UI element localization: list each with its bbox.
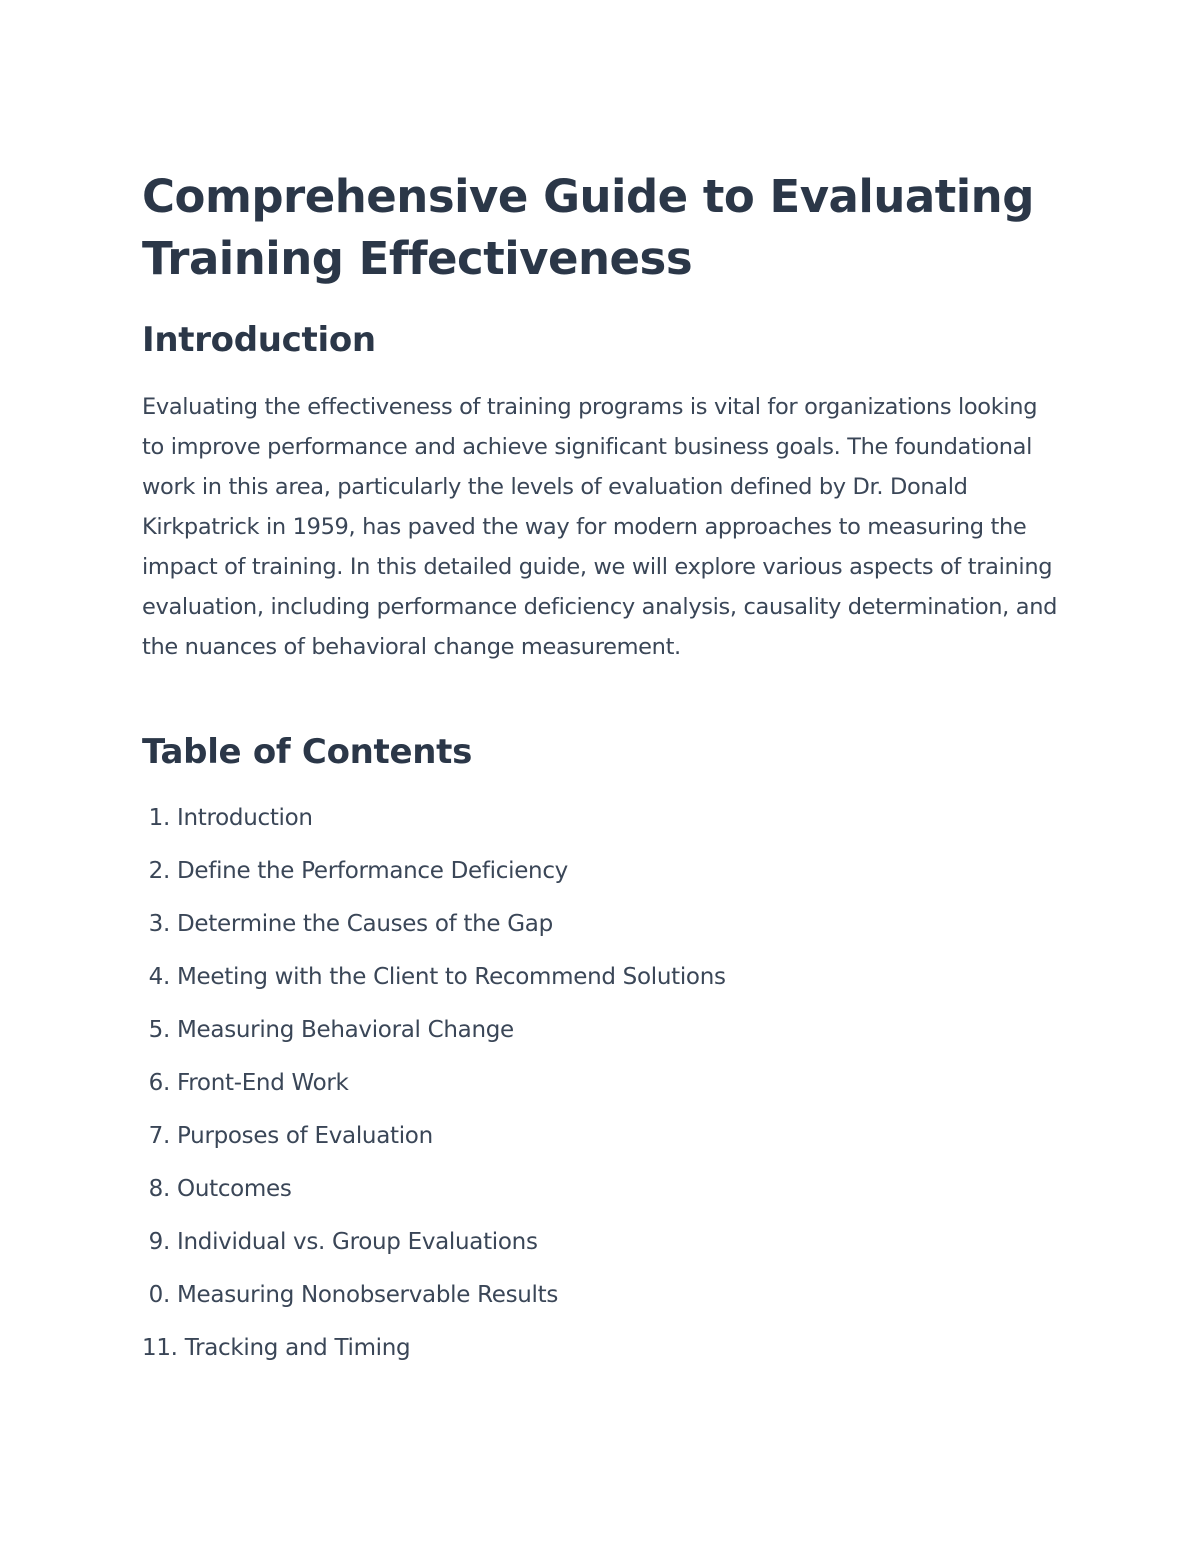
- toc-item-number: 4.: [148, 964, 170, 990]
- toc-item-label: Tracking and Timing: [184, 1335, 411, 1361]
- toc-item-number: 2.: [148, 858, 170, 884]
- toc-item-number: 3.: [148, 911, 170, 937]
- toc-item-label: Measuring Nonobservable Results: [177, 1282, 559, 1308]
- toc-item-label: Meeting with the Client to Recommend Solutions: [177, 964, 726, 990]
- toc-item-number: 1.: [148, 805, 170, 831]
- toc-item-label: Determine the Causes of the Gap: [177, 911, 553, 937]
- toc-item-11[interactable]: [142, 1328, 1042, 1381]
- toc-item-number: 8.: [148, 1176, 170, 1202]
- toc-item-9[interactable]: [142, 1222, 1042, 1275]
- toc-item-number: 11.: [142, 1335, 178, 1361]
- toc-item-7[interactable]: [142, 1116, 1042, 1169]
- toc-item-number: 0.: [148, 1282, 170, 1308]
- toc-item-label: Measuring Behavioral Change: [177, 1017, 514, 1043]
- toc-item-2[interactable]: [142, 851, 1042, 904]
- toc-item-number: 7.: [148, 1123, 170, 1149]
- toc-item-number: 9.: [148, 1229, 170, 1255]
- toc-item-1[interactable]: [142, 798, 1042, 851]
- toc-item-label: Individual vs. Group Evaluations: [177, 1229, 538, 1255]
- toc-item-number: 5.: [148, 1017, 170, 1043]
- toc-item-label: Outcomes: [177, 1176, 292, 1202]
- toc-list: [142, 798, 1042, 1381]
- toc-item-5[interactable]: [142, 1010, 1042, 1063]
- toc-item-4[interactable]: [142, 957, 1042, 1010]
- toc-heading: Table of Contents: [142, 732, 473, 772]
- toc-item-label: Front-End Work: [177, 1070, 349, 1096]
- toc-item-8[interactable]: [142, 1169, 1042, 1222]
- introduction-heading: Introduction: [142, 320, 376, 360]
- toc-item-10[interactable]: [142, 1275, 1042, 1328]
- toc-item-label: Purposes of Evaluation: [177, 1123, 433, 1149]
- introduction-paragraph: Evaluating the effectiveness of training programs is vital for organizations looking to improve performance and achieve significant business goals. The foundational work in this area, particularly the levels of evaluation defined by Dr. Donald Kirkpatrick in 1959, has paved the way for modern approaches to measuring the impact of training. In this detailed guide, we will explore various aspects of training evaluation, including performance deficiency analysis, causality determination, and the nuances of behavioral change measurement.: [142, 394, 1058, 660]
- toc-item-label: Introduction: [177, 805, 313, 831]
- toc-item-6[interactable]: [142, 1063, 1042, 1116]
- toc-item-3[interactable]: [142, 904, 1042, 957]
- toc-item-label: Define the Performance Deficiency: [177, 858, 568, 884]
- toc-item-number: 6.: [148, 1070, 170, 1096]
- document-title: Comprehensive Guide to Evaluating Training Effectiveness: [142, 170, 1034, 285]
